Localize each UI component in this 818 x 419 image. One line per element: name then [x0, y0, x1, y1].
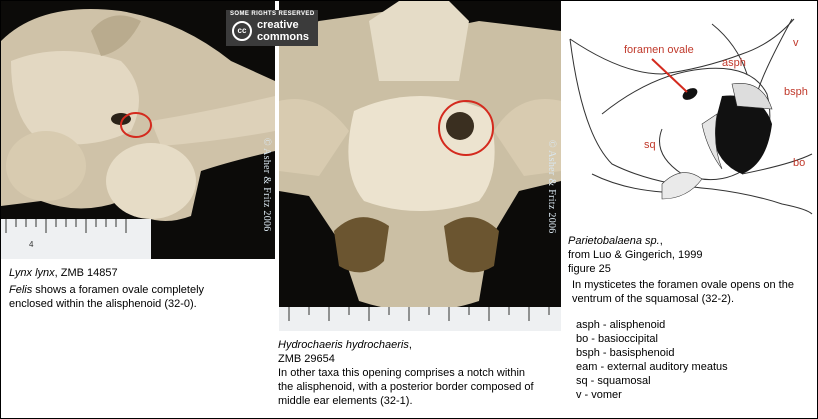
lynx-caption-title: [9, 266, 118, 280]
lynx-caption-desc-line2: enclosed within the alisphenoid (32-0).: [9, 298, 197, 310]
legend-item: asph - alisphenoid: [576, 319, 666, 331]
label-foramen-ovale: foramen ovale: [624, 44, 694, 56]
hydrochaeris-skull-image: [279, 1, 561, 331]
label-bo: bo: [793, 157, 806, 169]
parietobalaena-source: from Luo & Gingerich, 1999: [568, 249, 703, 261]
hydrochaeris-caption-title: [278, 338, 412, 352]
ruler-mark: 4: [29, 240, 34, 249]
hydrochaeris-desc-line1: In other taxa this opening comprises a notch within: [278, 367, 526, 379]
legend-item: sq - squamosal: [576, 375, 651, 387]
some-rights-reserved: SOME RIGHTS RESERVED: [230, 11, 315, 17]
hydrochaeris-desc-line3: middle ear elements (32-1).: [278, 395, 413, 407]
hydrochaeris-species: Hydrochaeris hydrochaeris: [278, 339, 409, 351]
hydrochaeris-species-suffix: ,: [408, 339, 412, 351]
parietobalaena-figure: figure 25: [568, 263, 611, 275]
felis-genus: Felis: [9, 284, 33, 296]
copyright-middle: © Asher & Fritz 2006: [546, 140, 557, 234]
label-bsph: bsph: [784, 86, 808, 98]
hydrochaeris-skull-photo: [279, 1, 561, 331]
label-asph: asph: [722, 57, 746, 69]
cc-brand-line1: creative: [257, 19, 299, 31]
parietobalaena-desc-line2: ventrum of the squamosal (32-2).: [572, 293, 735, 305]
hydrochaeris-desc-line2: the alisphenoid, with a posterior border composed of: [278, 381, 534, 393]
foramen-pointer-line: [652, 59, 687, 92]
cc-logo-icon: cc: [232, 21, 252, 41]
lynx-desc-1: shows a foramen ovale completely: [32, 284, 205, 296]
cc-brand-line2: commons: [257, 31, 309, 43]
lynx-specimen: , ZMB 14857: [54, 267, 118, 279]
legend-item: v - vomer: [576, 389, 622, 401]
parietobalaena-species: Parietobalaena sp.: [568, 235, 660, 247]
parietobalaena-species-suffix: ,: [659, 235, 663, 247]
lynx-caption-desc-line1: [9, 283, 204, 297]
legend-item: bo - basioccipital: [576, 333, 658, 345]
label-sq: sq: [644, 139, 656, 151]
legend-item: eam - external auditory meatus: [576, 361, 728, 373]
creative-commons-badge: [226, 10, 318, 46]
parietobalaena-caption-title: [568, 234, 663, 248]
label-v: v: [793, 37, 799, 49]
lynx-species: Lynx lynx: [9, 267, 55, 279]
copyright-left: © Asher & Fritz 2006: [261, 138, 272, 232]
hydrochaeris-specimen: ZMB 29654: [278, 353, 335, 365]
parietobalaena-desc-line1: In mysticetes the foramen ovale opens on the: [572, 279, 794, 291]
legend-item: bsph - basisphenoid: [576, 347, 675, 359]
